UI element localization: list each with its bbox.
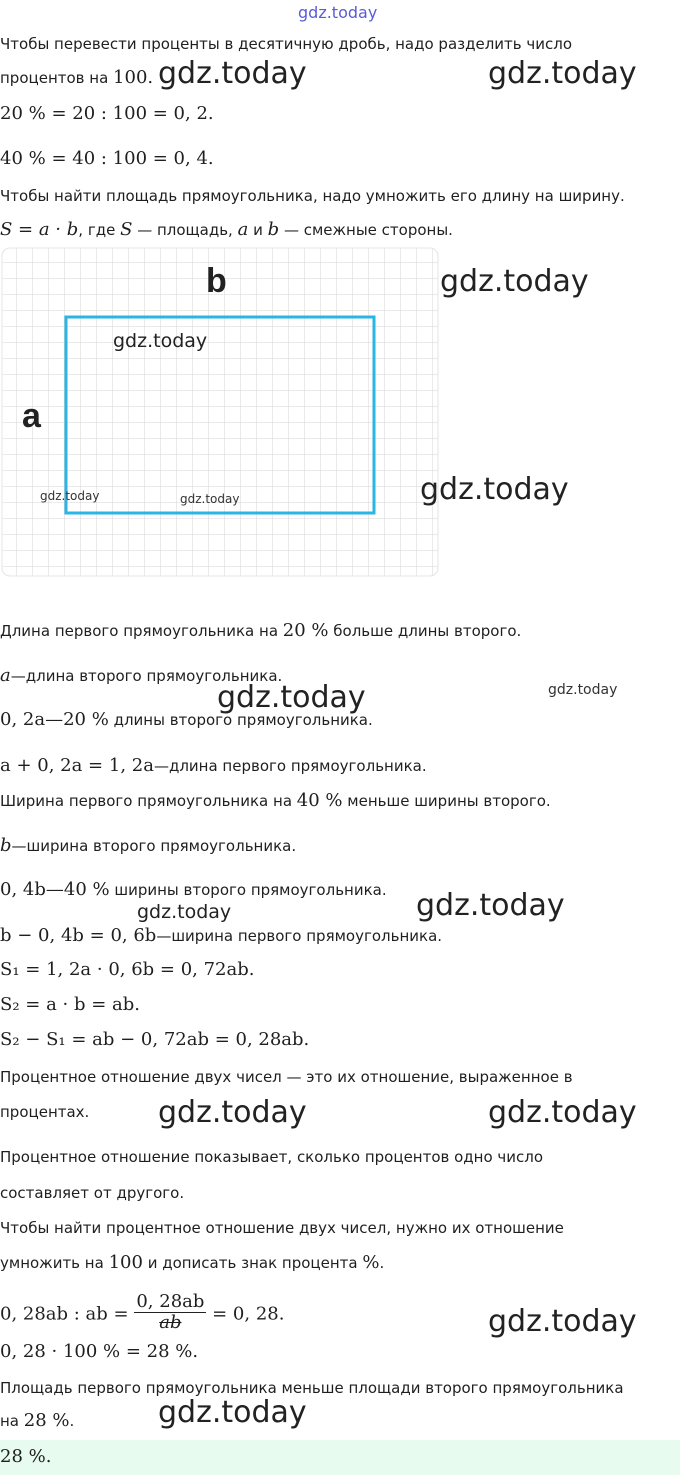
answer-box bbox=[0, 1440, 680, 1475]
text-line: b − 0, 4b = 0, 6b—ширина первого прямоугольника. bbox=[0, 925, 443, 946]
watermark: gdz.today bbox=[113, 330, 208, 352]
text-line: 0, 2a—20 % длины второго прямоугольника. bbox=[0, 709, 373, 730]
watermark: gdz.today bbox=[180, 492, 240, 506]
math-line: S₂ − S₁ = ab − 0, 72ab = 0, 28ab. bbox=[0, 1029, 310, 1050]
text-line: составляет от другого. bbox=[0, 1184, 185, 1202]
math-line: 20 % = 20 : 100 = 0, 2. bbox=[0, 103, 214, 124]
answer-text: 28 %. bbox=[0, 1446, 52, 1467]
fraction-line: 0, 28ab : ab = $\frac{0, 28ab}{ab}$ = 0, 28. bbox=[0, 1291, 285, 1333]
text-line: Чтобы найти площадь прямоугольника, надо умножить его длину на ширину. bbox=[0, 187, 625, 205]
watermark: gdz.today bbox=[137, 901, 232, 923]
watermark: gdz.today bbox=[420, 472, 569, 507]
text-line: Процентное отношение показывает, сколько процентов одно число bbox=[0, 1148, 544, 1166]
watermark: gdz.today bbox=[488, 1304, 637, 1339]
math-line: S₁ = 1, 2a · 0, 6b = 0, 72ab. bbox=[0, 959, 255, 980]
math-line: S₂ = a · b = ab. bbox=[0, 994, 140, 1015]
side-label-b: b bbox=[206, 262, 227, 300]
side-label-a: a bbox=[22, 397, 41, 435]
text-line: b—ширина второго прямоугольника. bbox=[0, 835, 297, 856]
text-line: на 28 %. bbox=[0, 1410, 75, 1431]
text-line: процентов на 100. bbox=[0, 67, 154, 88]
watermark: gdz.today bbox=[158, 1395, 307, 1430]
text-line: Ширина первого прямоугольника на 40 % меньше ширины второго. bbox=[0, 790, 551, 811]
fraction: $\frac{0, 28ab}{ab}$ bbox=[136, 1291, 205, 1333]
text-line: Чтобы найти процентное отношение двух чисел, нужно их отношение bbox=[0, 1219, 564, 1237]
text-line: Длина первого прямоугольника на 20 % больше длины второго. bbox=[0, 620, 522, 641]
top-watermark: gdz.today bbox=[298, 3, 378, 22]
rectangle-grid-figure bbox=[0, 246, 440, 578]
math-line: 40 % = 40 : 100 = 0, 4. bbox=[0, 148, 214, 169]
watermark: gdz.today bbox=[416, 888, 565, 923]
watermark: gdz.today bbox=[158, 1095, 307, 1130]
text-line: процентах. bbox=[0, 1103, 90, 1121]
watermark: gdz.today bbox=[40, 489, 100, 503]
math-line: 0, 28 · 100 % = 28 %. bbox=[0, 1341, 199, 1362]
text-line: S = a · b, где S — площадь, a и b — смежные стороны. bbox=[0, 219, 453, 240]
watermark: gdz.today bbox=[488, 56, 637, 91]
watermark: gdz.today bbox=[440, 264, 589, 299]
text-line: a—длина второго прямоугольника. bbox=[0, 665, 283, 686]
text-line: 0, 4b—40 % ширины второго прямоугольника. bbox=[0, 879, 387, 900]
text-line: Площадь первого прямоугольника меньше площади второго прямоугольника bbox=[0, 1379, 624, 1397]
watermark: gdz.today bbox=[488, 1095, 637, 1130]
text-line: умножить на 100 и дописать знак процента %. bbox=[0, 1252, 385, 1273]
text-line: Чтобы перевести проценты в десятичную дробь, надо разделить число bbox=[0, 35, 573, 53]
text-line: Процентное отношение двух чисел — это их отношение, выраженное в bbox=[0, 1068, 573, 1086]
text-line: a + 0, 2a = 1, 2a—длина первого прямоугольника. bbox=[0, 755, 427, 776]
watermark: gdz.today bbox=[548, 682, 618, 698]
watermark: gdz.today bbox=[158, 56, 307, 91]
watermark: gdz.today bbox=[217, 680, 366, 715]
